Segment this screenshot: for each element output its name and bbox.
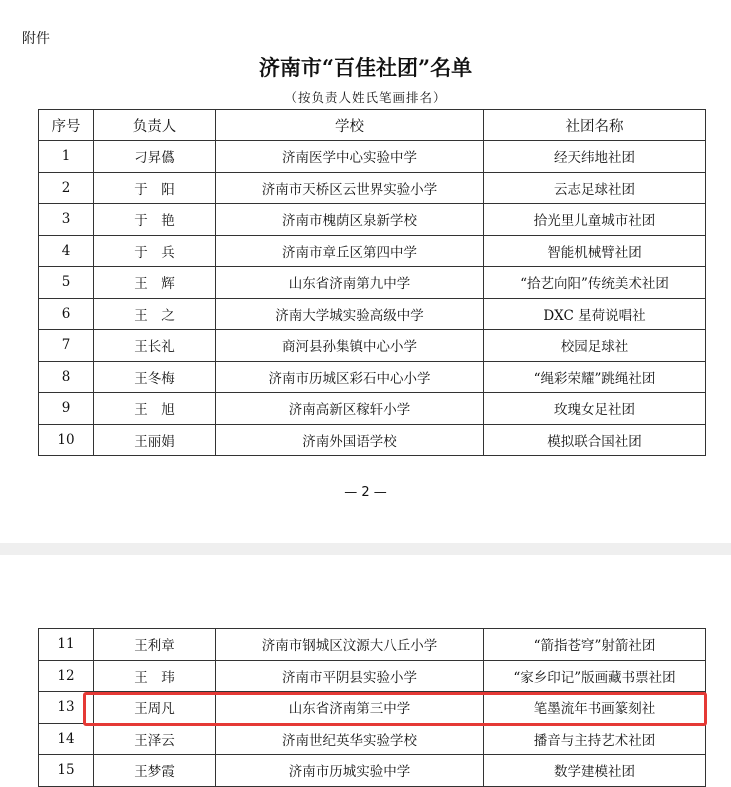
table-row <box>39 330 706 362</box>
cell-leader: 王 玮 <box>94 660 216 692</box>
cell-school: 商河县孙集镇中心小学 <box>216 330 484 362</box>
cell-school: 济南高新区稼轩小学 <box>216 393 484 425</box>
cell-school: 济南医学中心实验中学 <box>216 141 484 173</box>
table-row <box>39 393 706 425</box>
table-row <box>39 141 706 173</box>
table-header-row <box>39 110 706 141</box>
document-title: 济南市“百佳社团”名单 <box>258 55 473 80</box>
cell-leader: 于 兵 <box>94 235 216 267</box>
cell-leader: 王冬梅 <box>94 361 216 393</box>
cell-school: 山东省济南第三中学 <box>216 692 484 724</box>
table-row <box>39 204 706 236</box>
cell-club: 云志足球社团 <box>484 172 706 204</box>
table-row <box>39 267 706 299</box>
cell-school: 济南市平阴县实验小学 <box>216 660 484 692</box>
cell-club: 拾光里儿童城市社团 <box>484 204 706 236</box>
cell-leader: 王丽娟 <box>94 424 216 456</box>
cell-no: 9 <box>39 393 94 425</box>
table-row <box>39 424 706 456</box>
cell-school: 济南大学城实验高级中学 <box>216 298 484 330</box>
cell-no: 7 <box>39 330 94 362</box>
cell-no: 6 <box>39 298 94 330</box>
header-no: 序号 <box>39 110 94 141</box>
document-page-2 <box>0 555 731 781</box>
cell-club: 智能机械臂社团 <box>484 235 706 267</box>
cell-school: 济南市槐荫区泉新学校 <box>216 204 484 236</box>
table-row <box>39 723 706 755</box>
cell-no: 5 <box>39 267 94 299</box>
table-row <box>39 361 706 393</box>
cell-school: 济南世纪英华实验学校 <box>216 723 484 755</box>
header-club: 社团名称 <box>484 110 706 141</box>
table-row <box>39 235 706 267</box>
table-row <box>39 660 706 692</box>
cell-club: 校园足球社 <box>484 330 706 362</box>
cell-leader: 王利章 <box>94 629 216 661</box>
cell-school: 济南市历城区彩石中心小学 <box>216 361 484 393</box>
cell-school: 山东省济南第九中学 <box>216 267 484 299</box>
row-highlight-box <box>83 692 707 726</box>
cell-leader: 王 旭 <box>94 393 216 425</box>
cell-no: 12 <box>39 660 94 692</box>
cell-no: 8 <box>39 361 94 393</box>
cell-no: 1 <box>39 141 94 173</box>
table-row <box>39 629 706 661</box>
cell-no: 15 <box>39 755 94 787</box>
header-school: 学校 <box>216 110 484 141</box>
page-number: — 2 — <box>344 485 387 500</box>
club-list-table <box>38 109 706 456</box>
cell-leader: 刁昇儰 <box>94 141 216 173</box>
cell-club: “箭指苍穹”射箭社团 <box>484 629 706 661</box>
cell-leader: 王 辉 <box>94 267 216 299</box>
header-leader: 负责人 <box>94 110 216 141</box>
cell-school: 济南市历城实验中学 <box>216 755 484 787</box>
cell-no: 4 <box>39 235 94 267</box>
cell-club: 模拟联合国社团 <box>484 424 706 456</box>
cell-club: “绳彩荣耀”跳绳社团 <box>484 361 706 393</box>
cell-leader: 王周凡 <box>94 692 216 724</box>
document-subtitle: （按负责人姓氏笔画排名） <box>284 90 447 105</box>
cell-club: “家乡印记”版画藏书票社团 <box>484 660 706 692</box>
cell-no: 3 <box>39 204 94 236</box>
attachment-label: 附件 <box>22 31 50 47</box>
cell-club: 播音与主持艺术社团 <box>484 723 706 755</box>
cell-leader: 于 阳 <box>94 172 216 204</box>
cell-school: 济南市钢城区汶源大八丘小学 <box>216 629 484 661</box>
table-row <box>39 755 706 787</box>
cell-leader: 王泽云 <box>94 723 216 755</box>
table-row <box>39 298 706 330</box>
cell-leader: 王梦霞 <box>94 755 216 787</box>
cell-school: 济南市天桥区云世界实验小学 <box>216 172 484 204</box>
cell-no: 13 <box>39 692 94 724</box>
cell-no: 14 <box>39 723 94 755</box>
cell-club: 玫瑰女足社团 <box>484 393 706 425</box>
cell-leader: 王 之 <box>94 298 216 330</box>
cell-club: DXC 星荷说唱社 <box>484 298 706 330</box>
cell-no: 2 <box>39 172 94 204</box>
cell-club: 数学建模社团 <box>484 755 706 787</box>
cell-no: 11 <box>39 629 94 661</box>
cell-school: 济南市章丘区第四中学 <box>216 235 484 267</box>
cell-club: 经天纬地社团 <box>484 141 706 173</box>
cell-school: 济南外国语学校 <box>216 424 484 456</box>
cell-club: “拾艺向阳”传统美术社团 <box>484 267 706 299</box>
page-separator <box>0 543 731 555</box>
cell-leader: 于 艳 <box>94 204 216 236</box>
table-row <box>39 172 706 204</box>
cell-leader: 王长礼 <box>94 330 216 362</box>
cell-no: 10 <box>39 424 94 456</box>
cell-club: 笔墨流年书画篆刻社 <box>484 692 706 724</box>
